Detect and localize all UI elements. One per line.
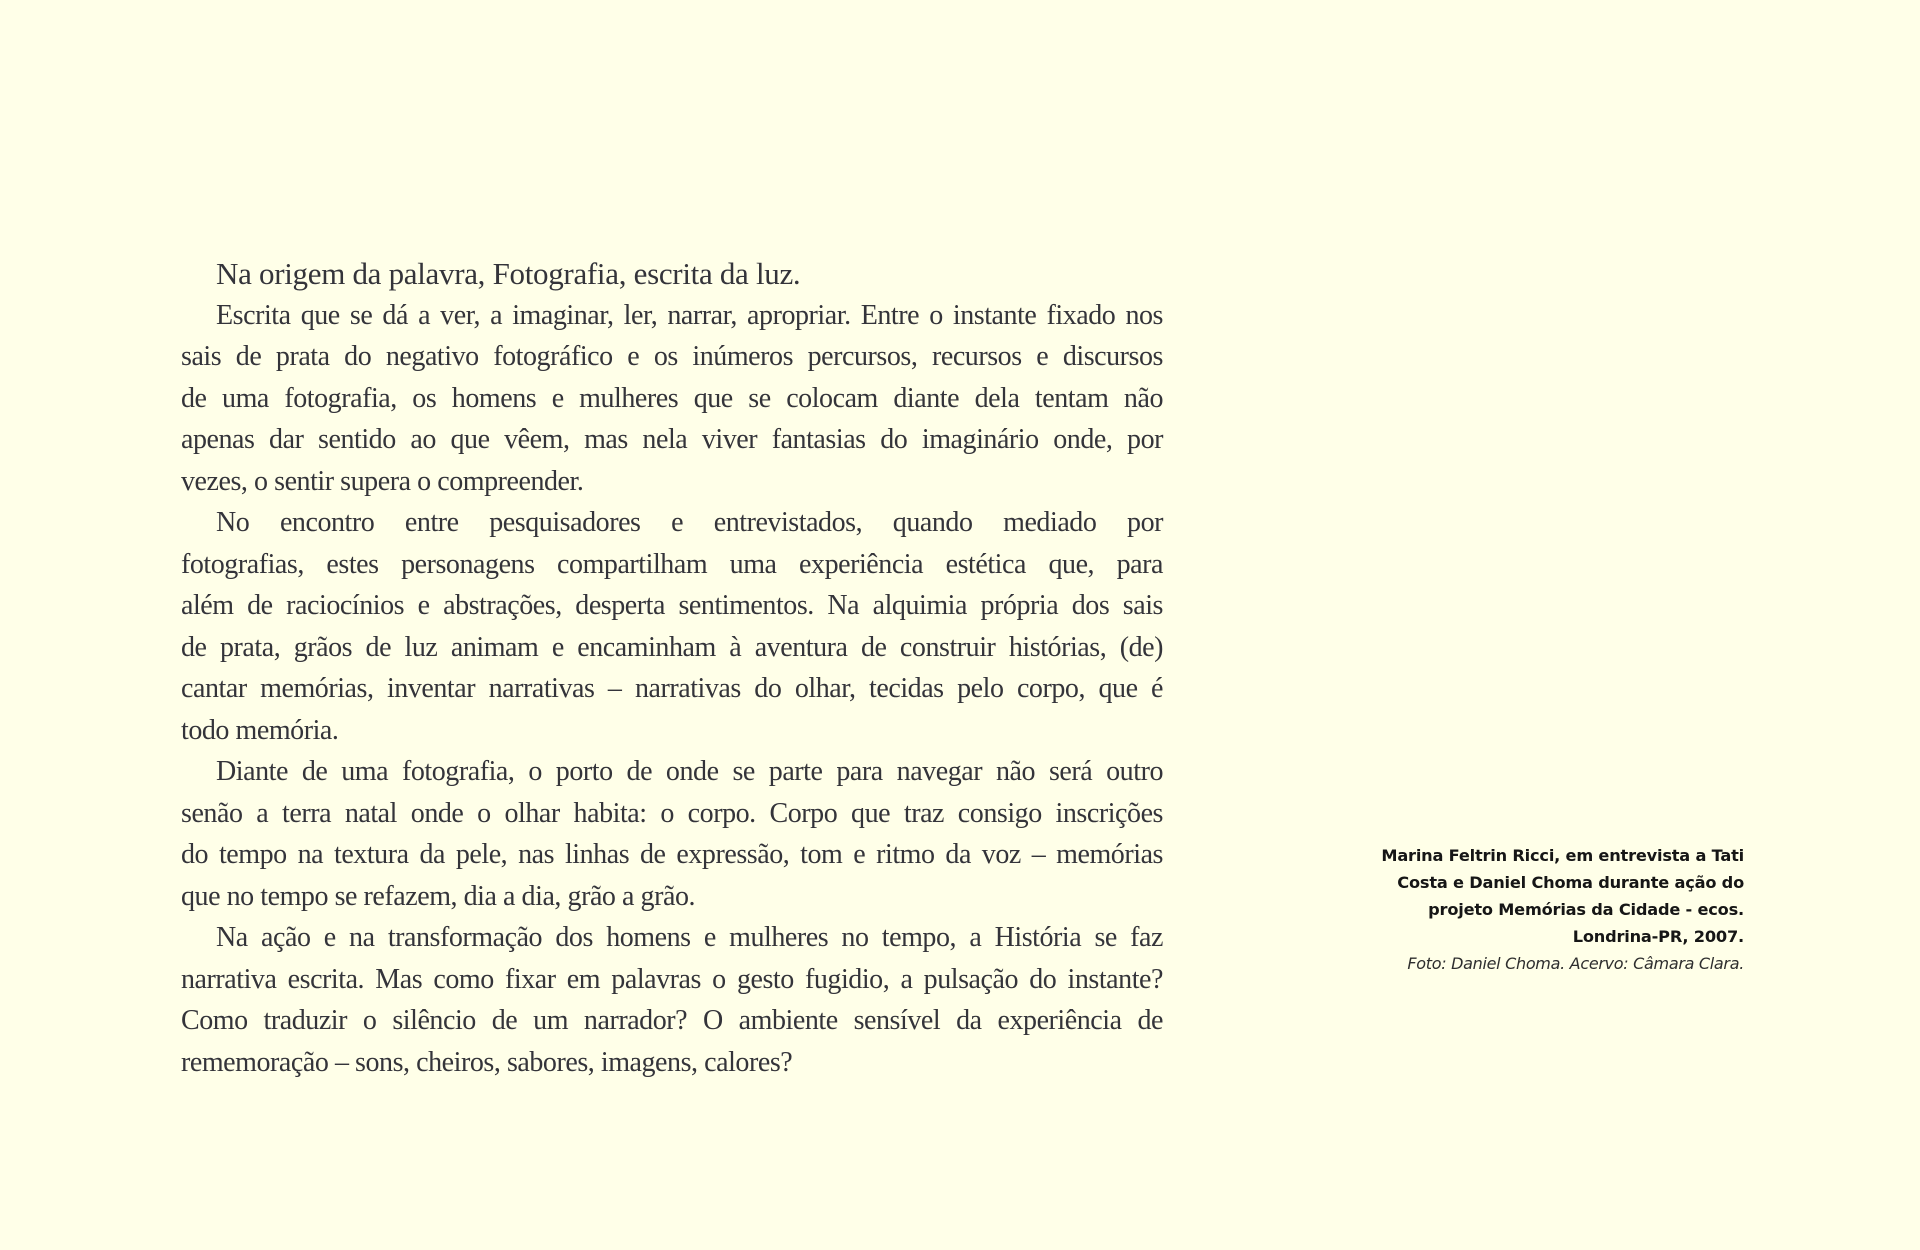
paragraph-line: Como traduzir o silêncio de um narrador? O ambiente sensível da experiência de	[181, 1005, 1163, 1036]
photo-caption	[1324, 842, 1744, 978]
paragraph-line: que no tempo se refazem, dia a dia, grão a grão.	[181, 880, 696, 912]
paragraph-line: Diante de uma fotografia, o porto de onde se parte para navegar não será outro	[216, 756, 1163, 787]
paragraph-4	[181, 917, 1163, 1083]
paragraph-line: de uma fotografia, os homens e mulheres que se colocam diante dela tentam não	[181, 382, 1163, 414]
paragraph-line: do tempo na textura da pele, nas linhas de expressão, tom e ritmo da voz – memórias	[181, 839, 1163, 870]
caption-line: projeto Memórias da Cidade - ecos.	[1428, 900, 1744, 919]
paragraph-line: apenas dar sentido ao que vêem, mas nela viver fantasias do imaginário onde, por	[181, 424, 1163, 455]
paragraph-line: fotografias, estes personagens compartilham uma experiência estética que, para	[181, 548, 1163, 580]
paragraph-line: narrativa escrita. Mas como fixar em palavras o gesto fugidio, a pulsação do instante?	[181, 963, 1163, 995]
paragraph-line: além de raciocínios e abstrações, desperta sentimentos. Na alquimia própria dos sais	[181, 590, 1163, 621]
caption-line: Costa e Daniel Choma durante ação do	[1397, 873, 1744, 892]
paragraph-line: vezes, o sentir supera o compreender.	[181, 465, 584, 497]
paragraph-line: todo memória.	[181, 714, 339, 746]
paragraph-line: sais de prata do negativo fotográfico e os inúmeros percursos, recursos e discursos	[181, 341, 1163, 372]
paragraph-line: No encontro entre pesquisadores e entrevistados, quando mediado por	[216, 507, 1163, 538]
paragraph-line: de prata, grãos de luz animam e encaminham à aventura de construir histórias, (de)	[181, 631, 1163, 663]
paragraph-2	[181, 502, 1163, 751]
essay-body	[181, 253, 1163, 1083]
opening-line: Na origem da palavra, Fotografia, escrita da luz.	[216, 256, 801, 291]
paragraph-line: cantar memórias, inventar narrativas – narrativas do olhar, tecidas pelo corpo, que é	[181, 673, 1163, 704]
paragraph-line: Escrita que se dá a ver, a imaginar, ler, narrar, apropriar. Entre o instante fixado nos	[216, 299, 1163, 331]
caption-line: Londrina-PR, 2007.	[1572, 927, 1744, 946]
paragraph-3	[181, 751, 1163, 917]
photo-credit: Foto: Daniel Choma. Acervo: Câmara Clara.	[1407, 954, 1744, 973]
paragraph-1	[181, 295, 1163, 503]
paragraph-line: rememoração – sons, cheiros, sabores, imagens, calores?	[181, 1046, 793, 1078]
paragraph-line: senão a terra natal onde o olhar habita: o corpo. Corpo que traz consigo inscrições	[181, 797, 1163, 829]
paragraph-line: Na ação e na transformação dos homens e mulheres no tempo, a História se faz	[216, 922, 1163, 953]
caption-line: Marina Feltrin Ricci, em entrevista a Tati	[1381, 846, 1744, 865]
